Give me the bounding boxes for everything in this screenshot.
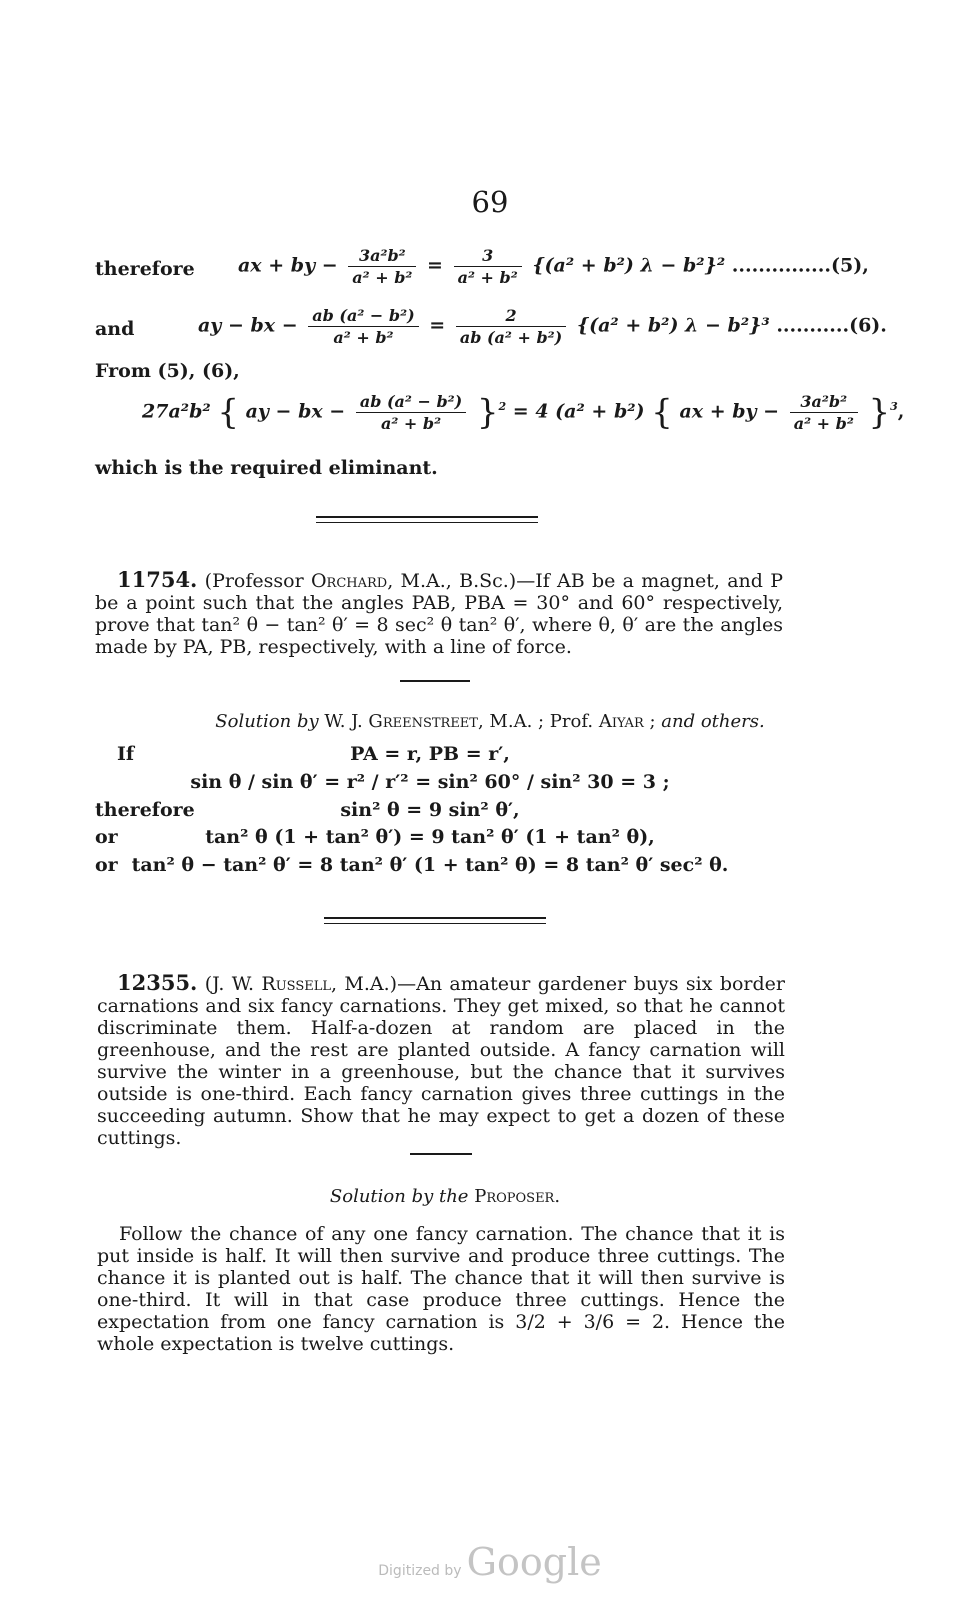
elim-inner-2: ax + by −: [679, 400, 780, 423]
eq5-fraction: [348, 246, 416, 287]
section-divider-2-bottom: [324, 923, 546, 924]
equation-5: [238, 246, 869, 287]
and-label: and: [95, 318, 135, 340]
elim-frac2-num: 3a²b²: [790, 392, 858, 413]
eq6-frac2-den: ab (a² + b²): [459, 328, 563, 347]
brace-open-2: {: [651, 392, 673, 433]
eq5-fraction-2: [454, 246, 522, 287]
question-text: , M.A., B.Sc.)—If AB be a magnet, and P be a point such that the angles PAB, PBA = 30° and 60° respectively, prove that tan² θ − tan² θ′ = 8 sec² θ tan² θ′, where θ, θ′ are the angles made by PA, PB, respectively, with a line of force.: [95, 570, 783, 658]
short-rule-2: [410, 1153, 472, 1155]
elim-frac1-den: a² + b²: [380, 414, 442, 433]
digitized-by-text: Digitized by: [378, 1563, 462, 1579]
solution-sep: ;: [643, 711, 662, 732]
section-divider-2-top: [324, 917, 546, 919]
section-divider-bottom: [316, 522, 538, 523]
eq5-rhs: {(a² + b²) λ − b²}²: [532, 254, 726, 277]
question-author: Russell: [261, 973, 331, 995]
solution-text: Follow the chance of any one fancy carnation. The chance that it is put inside is half. It will then survive and produce three cuttings. The chance it is planted out is half. The chance that it will then survive is one-third. It will in that case produce three cuttings. Hence the expectation from one fancy carnation is 3/2 + 3/6 = 2. Hence the whole expectation is twelve cuttings.: [97, 1223, 785, 1355]
question-text: , M.A.)—An amateur gardener buys six border carnations and six fancy carnations. They get mixed, so that he cannot discriminate them. Half-a-dozen at random are placed in the greenhouse, and the rest are planted outside. A fancy carnation will survive the winter in a greenhouse, but the chance that it survives outside is one-third. Each fancy carnation gives three cuttings in the succeeding autumn. Show that he may expect to get a dozen of these cuttings.: [97, 973, 785, 1149]
solution-heading: [0, 711, 980, 732]
elim-exp-2: 3: [890, 400, 898, 414]
from-line: From (5), (6),: [95, 360, 240, 382]
question-author: Orchard: [310, 570, 388, 592]
elim-inner-1: ay − bx −: [245, 400, 346, 423]
solution-tail: and others.: [661, 711, 765, 732]
eq5-frac2-num: 3: [454, 246, 522, 267]
solver-2: Aiyar: [598, 711, 644, 732]
google-logo: Google: [466, 1540, 602, 1584]
elim-exp-1: 2: [498, 400, 507, 414]
eq6-equals: =: [429, 314, 446, 337]
question-12355: [97, 972, 785, 1149]
question-number: 12355.: [117, 970, 198, 995]
row-label-or-1: or: [95, 826, 118, 848]
row-eq-1: PA = r, PB = r′,: [350, 743, 510, 765]
eliminant-conclusion: which is the required eliminant.: [95, 457, 438, 479]
row-eq-5: tan² θ − tan² θ′ = 8 tan² θ′ (1 + tan² θ) = 8 tan² θ′ sec² θ.: [131, 854, 729, 876]
solution-heading-2: [0, 1186, 890, 1207]
eliminant-equation: 27a²b² { ay − bx − $\frac{\text{ab (a² − b²)}}{\text{a² + b²}}$ }$^2$ = 4 (a² + b²) { ax + by − $\frac{\text{3a²b²}}{\text{a² + b²}}$ }$^3$,: [142, 392, 905, 433]
elim-coef: 27a²b²: [142, 400, 211, 423]
row-label-or-2: or: [95, 854, 118, 876]
page-number: 69: [471, 185, 509, 219]
brace-open-1: {: [217, 392, 239, 433]
solution-mid: , M.A. ; Prof.: [477, 711, 594, 732]
google-watermark: [0, 1540, 980, 1584]
equation-6: [198, 306, 887, 347]
eq6-fraction: [308, 306, 418, 347]
solution-end: .: [554, 1186, 561, 1207]
elim-frac1-num: ab (a² − b²): [356, 392, 466, 413]
question-author-open: (Professor: [204, 570, 304, 592]
therefore-label: therefore: [95, 258, 195, 280]
solver-proposer: Proposer: [474, 1186, 555, 1207]
row-eq-4: tan² θ (1 + tan² θ′) = 9 tan² θ′ (1 + tan² θ),: [205, 826, 655, 848]
eq6-fraction-2: [456, 306, 566, 347]
eq5-frac2-den: a² + b²: [457, 268, 518, 287]
eq6-lhs: ay − bx −: [198, 314, 298, 337]
question-number: 11754.: [117, 567, 198, 592]
row-eq-3: sin² θ = 9 sin² θ′,: [340, 799, 520, 821]
brace-close-1: }: [476, 392, 499, 433]
eq6-frac-num: ab (a² − b²): [308, 306, 418, 327]
eq5-equals: =: [427, 254, 443, 277]
solution-prefix: Solution by: [215, 711, 319, 732]
section-divider-top: [316, 516, 538, 518]
row-label-therefore: therefore: [95, 799, 195, 821]
row-label-if: If: [117, 743, 135, 765]
row-eq-2: sin θ / sin θ′ = r² / r′² = sin² 60° / sin² 30 = 3 ;: [190, 771, 670, 793]
short-rule: [400, 680, 470, 682]
eq6-tag: ...........(6).: [776, 314, 887, 337]
eq6-frac-den: a² + b²: [333, 328, 394, 347]
eq6-frac2-num: 2: [456, 306, 566, 327]
elim-fraction-1: [356, 392, 466, 433]
solver-1: W. J. Greenstreet: [324, 711, 478, 732]
eq5-frac-num: 3a²b²: [348, 246, 416, 267]
elim-frac2-den: a² + b²: [793, 414, 854, 433]
eq6-rhs: {(a² + b²) λ − b²}³: [576, 314, 770, 337]
elim-mid: = 4 (a² + b²): [512, 400, 645, 423]
brace-close-2: }: [868, 392, 891, 433]
eq5-frac-den: a² + b²: [352, 268, 413, 287]
question-11754: [95, 569, 783, 658]
elim-fraction-2: [790, 392, 858, 433]
question-author-open: (J. W.: [204, 973, 254, 995]
solution-prefix: Solution by the: [329, 1186, 469, 1207]
eq5-tag: ...............(5),: [731, 254, 869, 277]
eq5-lhs: ax + by −: [238, 254, 338, 277]
